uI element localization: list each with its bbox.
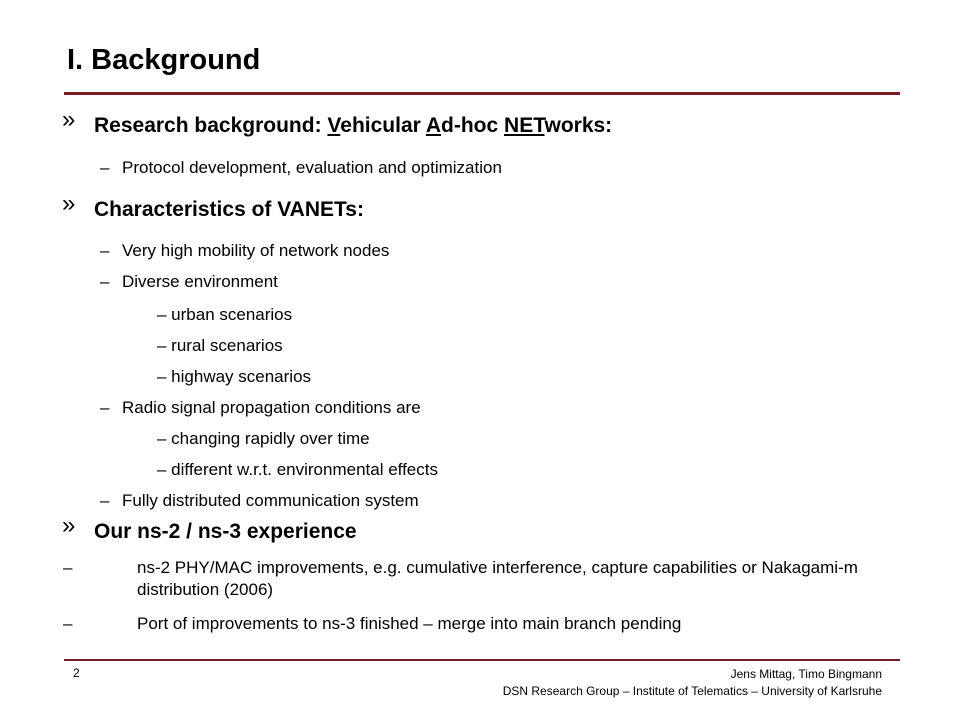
sub-item-phy-mac: – ns-2 PHY/MAC improvements, e.g. cumulative interference, capture capabilities or Nakagami-m distribution (2006) [63,558,858,599]
footer-credits [503,666,882,700]
sub-sub-item-changing: – changing rapidly over time [157,429,370,448]
sub-item-port: – Port of improvements to ns-3 finished – merge into main branch pending [63,614,682,633]
sub-sub-item-urban: – urban scenarios [157,305,293,324]
sub-item-mobility: – Very high mobility of network nodes [100,241,390,260]
footer-divider [64,659,900,661]
sub-sub-item-highway: – highway scenarios [157,367,312,386]
bullet-experience: » Our ns-2 / ns-3 experience [62,512,357,543]
sub-item-distributed: – Fully distributed communication system [100,491,419,510]
sub-item-protocol: – Protocol development, evaluation and optimization [100,158,502,177]
bullet-research-background: » Research background: Vehicular Ad-hoc NETworks: [62,106,613,137]
sub-sub-item-rural: – rural scenarios [157,336,283,355]
chevron-icon: » [62,512,76,539]
sub-sub-item-different: – different w.r.t. environmental effects [157,460,438,479]
sub-item-environment: – Diverse environment [100,272,278,291]
footer-affiliation: DSN Research Group – Institute of Telematics – University of Karlsruhe [502,684,882,698]
title-divider [64,92,900,95]
footer-authors: Jens Mittag, Timo Bingmann [730,667,882,681]
chevron-icon: » [62,190,76,217]
sub-item-propagation: – Radio signal propagation conditions are [100,398,421,417]
slide-title: I. Background [67,44,261,76]
chevron-icon: » [62,106,76,133]
bullet-characteristics: » Characteristics of VANETs: [62,190,364,221]
page-number: 2 [73,666,80,680]
